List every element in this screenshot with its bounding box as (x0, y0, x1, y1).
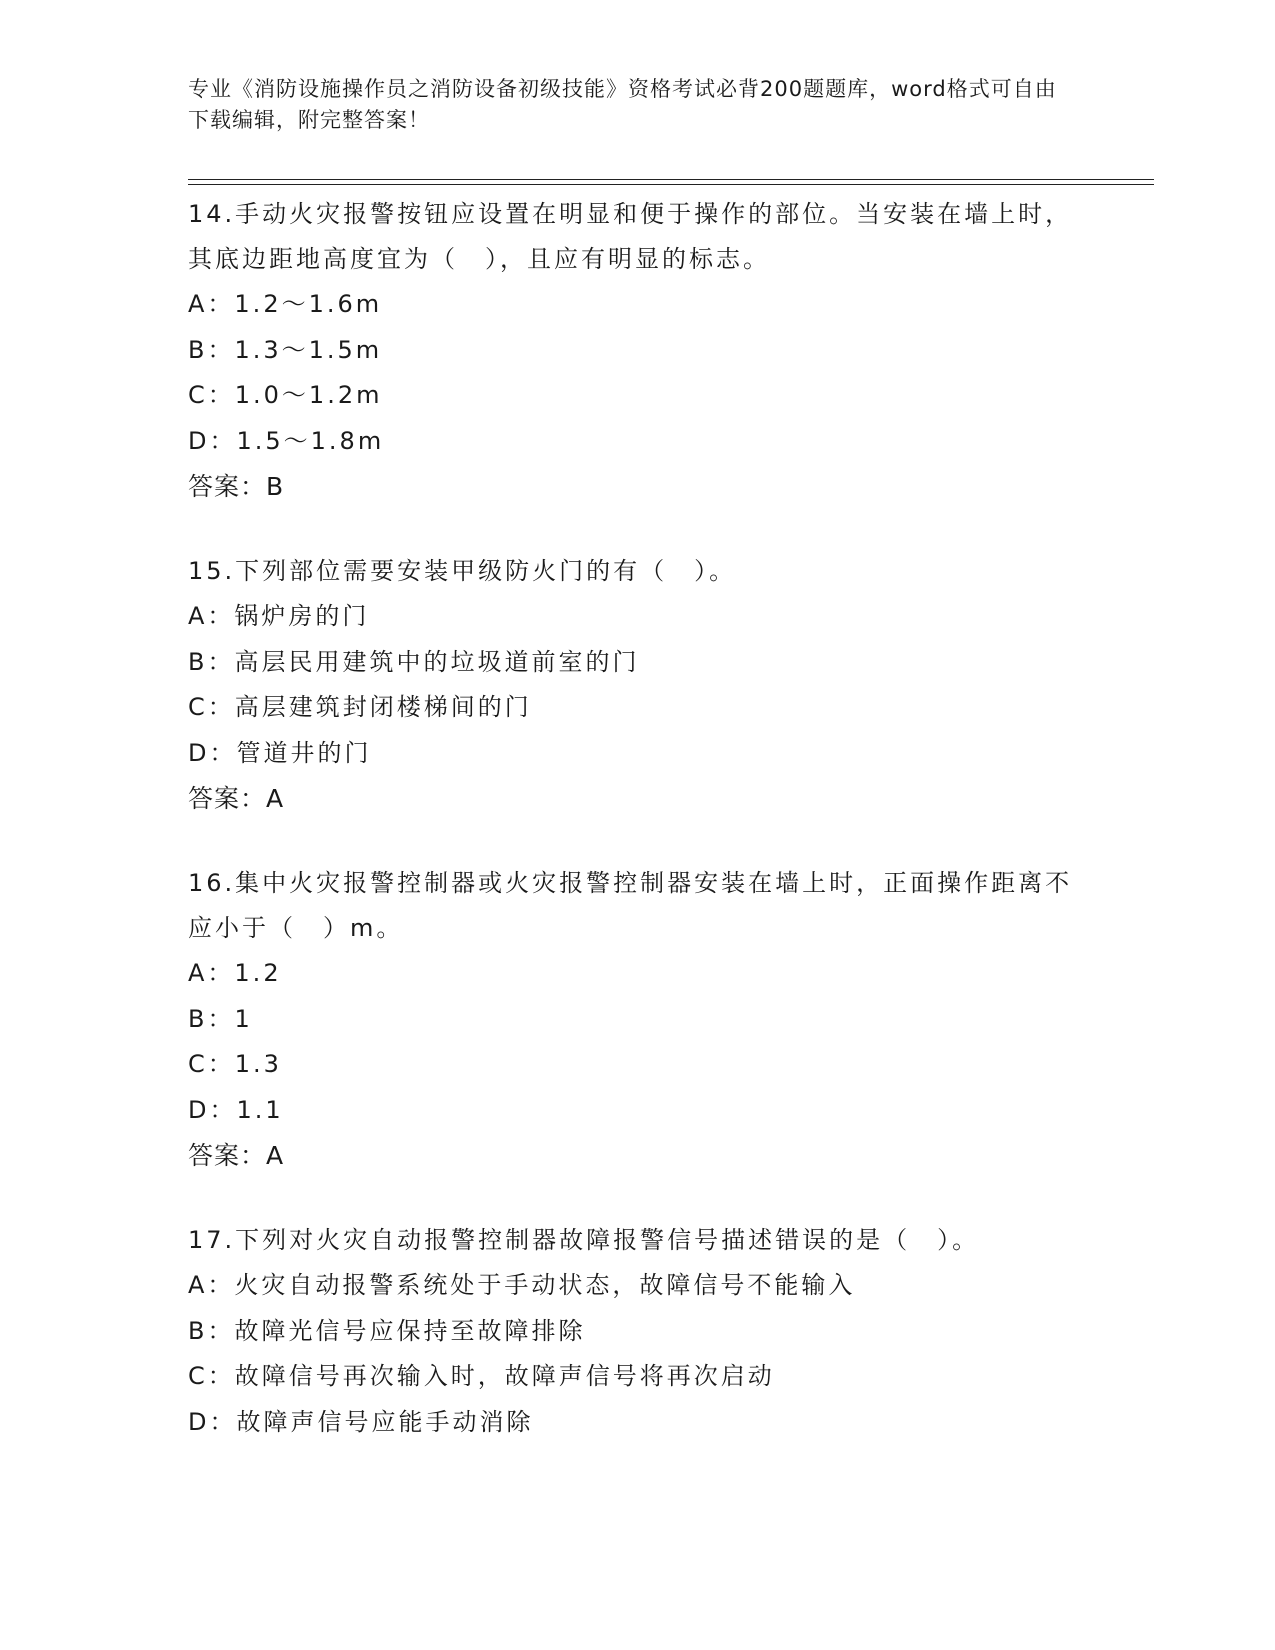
option-c: C：高层建筑封闭楼梯间的门 (188, 693, 532, 721)
document-intro: 专业《消防设施操作员之消防设备初级技能》资格考试必背200题题库，word格式可自由下载编辑，附完整答案！ (188, 77, 1057, 132)
option-d: D：1.5～1.8m (188, 426, 385, 455)
option-c: C：故障信号再次输入时，故障声信号将再次启动 (188, 1362, 775, 1390)
question-15 (188, 549, 1088, 821)
option-d: D：故障声信号应能手动消除 (188, 1407, 534, 1436)
option-d: D：管道井的门 (188, 738, 372, 767)
question-17 (188, 1218, 1088, 1445)
option-c: C：1.3 (188, 1050, 282, 1078)
option-b: B：1.3～1.5m (188, 335, 383, 364)
question-16 (188, 861, 1088, 1178)
answer-line: 答案：B (188, 472, 285, 501)
answer-line: 答案：A (188, 1141, 285, 1170)
option-b: B：故障光信号应保持至故障排除 (188, 1316, 586, 1345)
question-14 (188, 192, 1088, 509)
option-b: B：1 (188, 1004, 253, 1033)
question-stem: 14.手动火灾报警按钮应设置在明显和便于操作的部位。当安装在墙上时，其底边距地高度宜为（ ），且应有明显的标志。 (188, 200, 1073, 273)
answer-line: 答案：A (188, 784, 285, 813)
option-a: A：火灾自动报警系统处于手动状态，故障信号不能输入 (188, 1271, 856, 1299)
option-a: A：1.2 (188, 959, 282, 987)
header-divider-bottom (188, 184, 1154, 185)
option-a: A：1.2～1.6m (188, 290, 383, 318)
option-a: A：锅炉房的门 (188, 602, 370, 630)
option-d: D：1.1 (188, 1095, 284, 1124)
question-stem: 16.集中火灾报警控制器或火灾报警控制器安装在墙上时，正面操作距离不应小于（ ）m。 (188, 869, 1073, 942)
question-list (188, 192, 1088, 1445)
option-b: B：高层民用建筑中的垃圾道前室的门 (188, 647, 640, 676)
question-stem: 17.下列对火灾自动报警控制器故障报警信号描述错误的是（ ）。 (188, 1226, 980, 1254)
option-c: C：1.0～1.2m (188, 381, 383, 409)
header-divider-top (188, 179, 1154, 180)
question-stem: 15.下列部位需要安装甲级防火门的有（ ）。 (188, 557, 737, 585)
